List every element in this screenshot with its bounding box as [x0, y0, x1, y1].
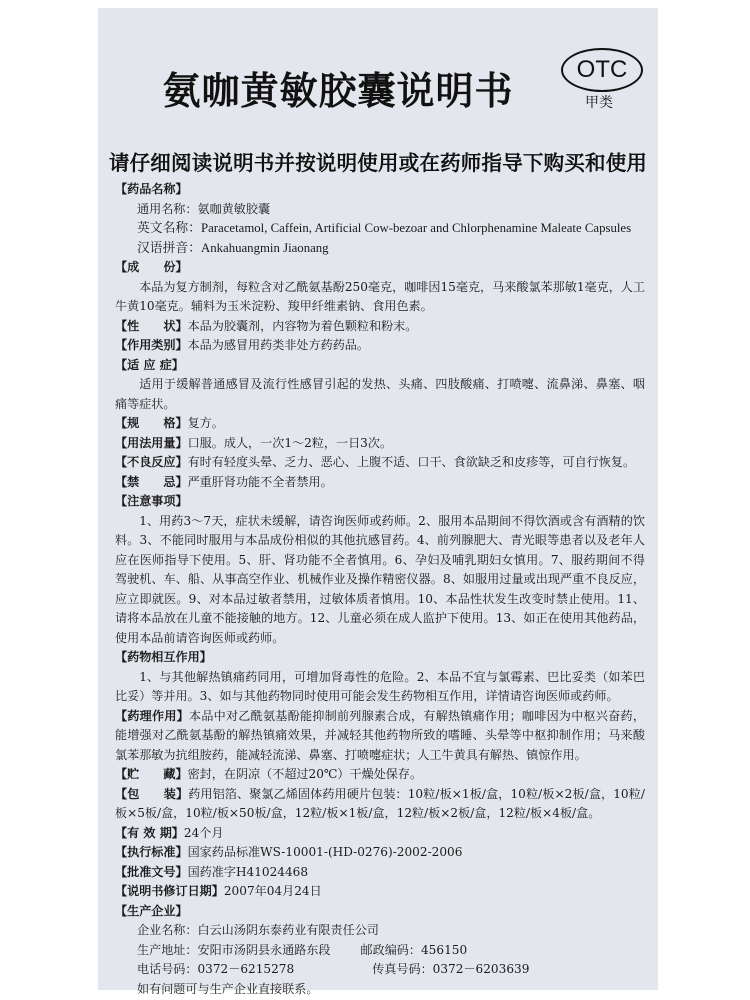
- validity-text: 24个月: [183, 825, 224, 840]
- manufacturer-phone: 电话号码：0372－6215278: [137, 962, 295, 976]
- revision-text: 2007年04月24日: [223, 884, 322, 898]
- manufacturer-fax: 传真号码：0372－6203639: [372, 962, 530, 976]
- section-heading-adverse: 【不良反应】: [115, 455, 188, 469]
- english-name: 英文名称：Paracetamol, Caffein, Artificial Cow-bezoar and Chlorphenamine Maleate Capsules: [137, 221, 632, 235]
- contra-text: 严重肝肾功能不全者禁用。: [187, 474, 333, 489]
- section-heading-contra: 【禁 忌】: [115, 474, 188, 489]
- section-heading-indications: 【适 应 症】: [115, 357, 184, 372]
- section-heading-manufacturer: 【生产企业】: [115, 903, 188, 918]
- spec-text: 复方。: [187, 416, 224, 430]
- section-heading-revision: 【说明书修订日期】: [115, 884, 224, 898]
- pharmacology-text: 本品中对乙酰氨基酚能抑制前列腺素合成，有解热镇痛作用；咖啡因为中枢兴奋药，能增强对乙酰氨基酚的解热镇痛效果，并减轻其他药物所致的嗜睡、头晕等中枢抑制作用；马来酸氯苯那敏为抗组胺药，能减轻流涕、鼻塞、打喷嚏症状；人工牛黄具有解热、镇惊作用。: [115, 708, 645, 762]
- section-heading-validity: 【有 效 期】: [115, 825, 184, 840]
- character-text: 本品为胶囊剂，内容物为着色颗粒和粉末。: [187, 318, 418, 333]
- manufacturer-name: 企业名称：白云山汤阴东泰药业有限责任公司: [137, 923, 379, 937]
- pinyin-name: 汉语拼音：Ankahuangmin Jiaonang: [137, 240, 329, 255]
- section-heading-approval: 【批准文号】: [115, 864, 188, 879]
- indications-text: 适用于缓解普通感冒及流行性感冒引起的发热、头痛、四肢酸痛、打喷嚏、流鼻涕、鼻塞、咽痛等症状。: [115, 377, 645, 411]
- section-heading-package: 【包 装】: [115, 786, 189, 801]
- dosage-text: 口服。成人，一次1～2粒，一日3次。: [187, 435, 393, 450]
- section-heading-spec: 【规 格】: [115, 416, 188, 430]
- otc-mark: [553, 48, 653, 112]
- section-heading-ingredients: 【成 份】: [115, 260, 188, 274]
- section-heading-name: 【药品名称】: [115, 182, 188, 196]
- section-heading-standard: 【执行标准】: [115, 845, 188, 859]
- section-heading-interactions: 【药物相互作用】: [115, 650, 212, 664]
- section-heading-dosage: 【用法用量】: [115, 435, 188, 450]
- approval-text: 国药准字H41024468: [187, 864, 309, 879]
- section-heading-storage: 【贮 藏】: [115, 767, 188, 781]
- otc-badge: OTC: [561, 48, 643, 92]
- standard-text: 国家药品标准WS-10001-(HD-0276)-2002-2006: [187, 845, 463, 859]
- adverse-text: 有时有轻度头晕、乏力、恶心、上腹不适、口干、食欲缺乏和皮疹等，可自行恢复。: [187, 455, 636, 469]
- manufacturer-address: 生产地址：安阳市汤阴县永通路东段: [137, 942, 331, 957]
- storage-text: 密封，在阴凉（不超过20℃）干燥处保存。: [187, 767, 423, 781]
- leaflet-sheet: [98, 8, 658, 996]
- manufacturer-postcode: 邮政编码：456150: [360, 942, 468, 957]
- usage-warning: 请仔细阅读说明书并按说明使用或在药师指导下购买和使用: [108, 151, 648, 175]
- precautions-text: 1、用药3～7天，症状未缓解，请咨询医师或药师。2、服用本品期间不得饮酒或含有酒精的饮料。3、不能同时服用与本品成份相似的其他抗感冒药。4、前列腺肥大、青光眼等患者以及老年人应在医师指导下使用。5、肝、肾功能不全者慎用。6、孕妇及哺乳期妇女慎用。7、服药期间不得驾驶机、车、船、从事高空作业、机械作业及操作精密仪器。8、如服用过量或出现严重不良反应，应立即就医。9、对本品过敏者禁用，过敏体质者慎用。10、本品性状发生改变时禁止使用。11、请将本品放在儿童不能接触的地方。12、儿童必须在成人监护下使用。13、如正在使用其他药品，使用本品前请咨询医师或药师。: [115, 513, 645, 645]
- document-title: 氨咖黄敏胶囊说明书: [162, 68, 514, 113]
- otc-category: 甲类: [585, 95, 613, 111]
- common-name: 通用名称：氨咖黄敏胶囊: [137, 201, 271, 216]
- section-heading-pharmacology: 【药理作用】: [115, 708, 189, 723]
- leaflet-content: [115, 180, 645, 999]
- interactions-text: 1、与其他解热镇痛药同用，可增加肾毒性的危险。2、本品不宜与氯霉素、巴比妥类（如苯巴比妥）等并用。3、如与其他药物同时使用可能会发生药物相互作用，详情请咨询医师或药师。: [115, 669, 645, 703]
- category-text: 本品为感冒用药类非处方药药品。: [187, 338, 369, 352]
- package-text: 药用铝箔、聚氯乙烯固体药用硬片包装：10粒/板×1板/盒，10粒/板×2板/盒，10粒/板×5板/盒，10粒/板×50板/盒，12粒/板×1板/盒，12粒/板×2板/盒，12粒/板×4板/盒。: [115, 786, 645, 820]
- ingredients-text: 本品为复方制剂，每粒含对乙酰氨基酚250毫克，咖啡因15毫克，马来酸氯苯那敏1毫克，人工牛黄10毫克。辅料为玉米淀粉、羧甲纤维素钠、食用色素。: [115, 279, 645, 313]
- section-heading-character: 【性 状】: [115, 318, 188, 333]
- manufacturer-contact: 如有问题可与生产企业直接联系。: [137, 981, 319, 996]
- section-heading-precautions: 【注意事项】: [115, 494, 188, 508]
- section-heading-category: 【作用类别】: [115, 338, 188, 352]
